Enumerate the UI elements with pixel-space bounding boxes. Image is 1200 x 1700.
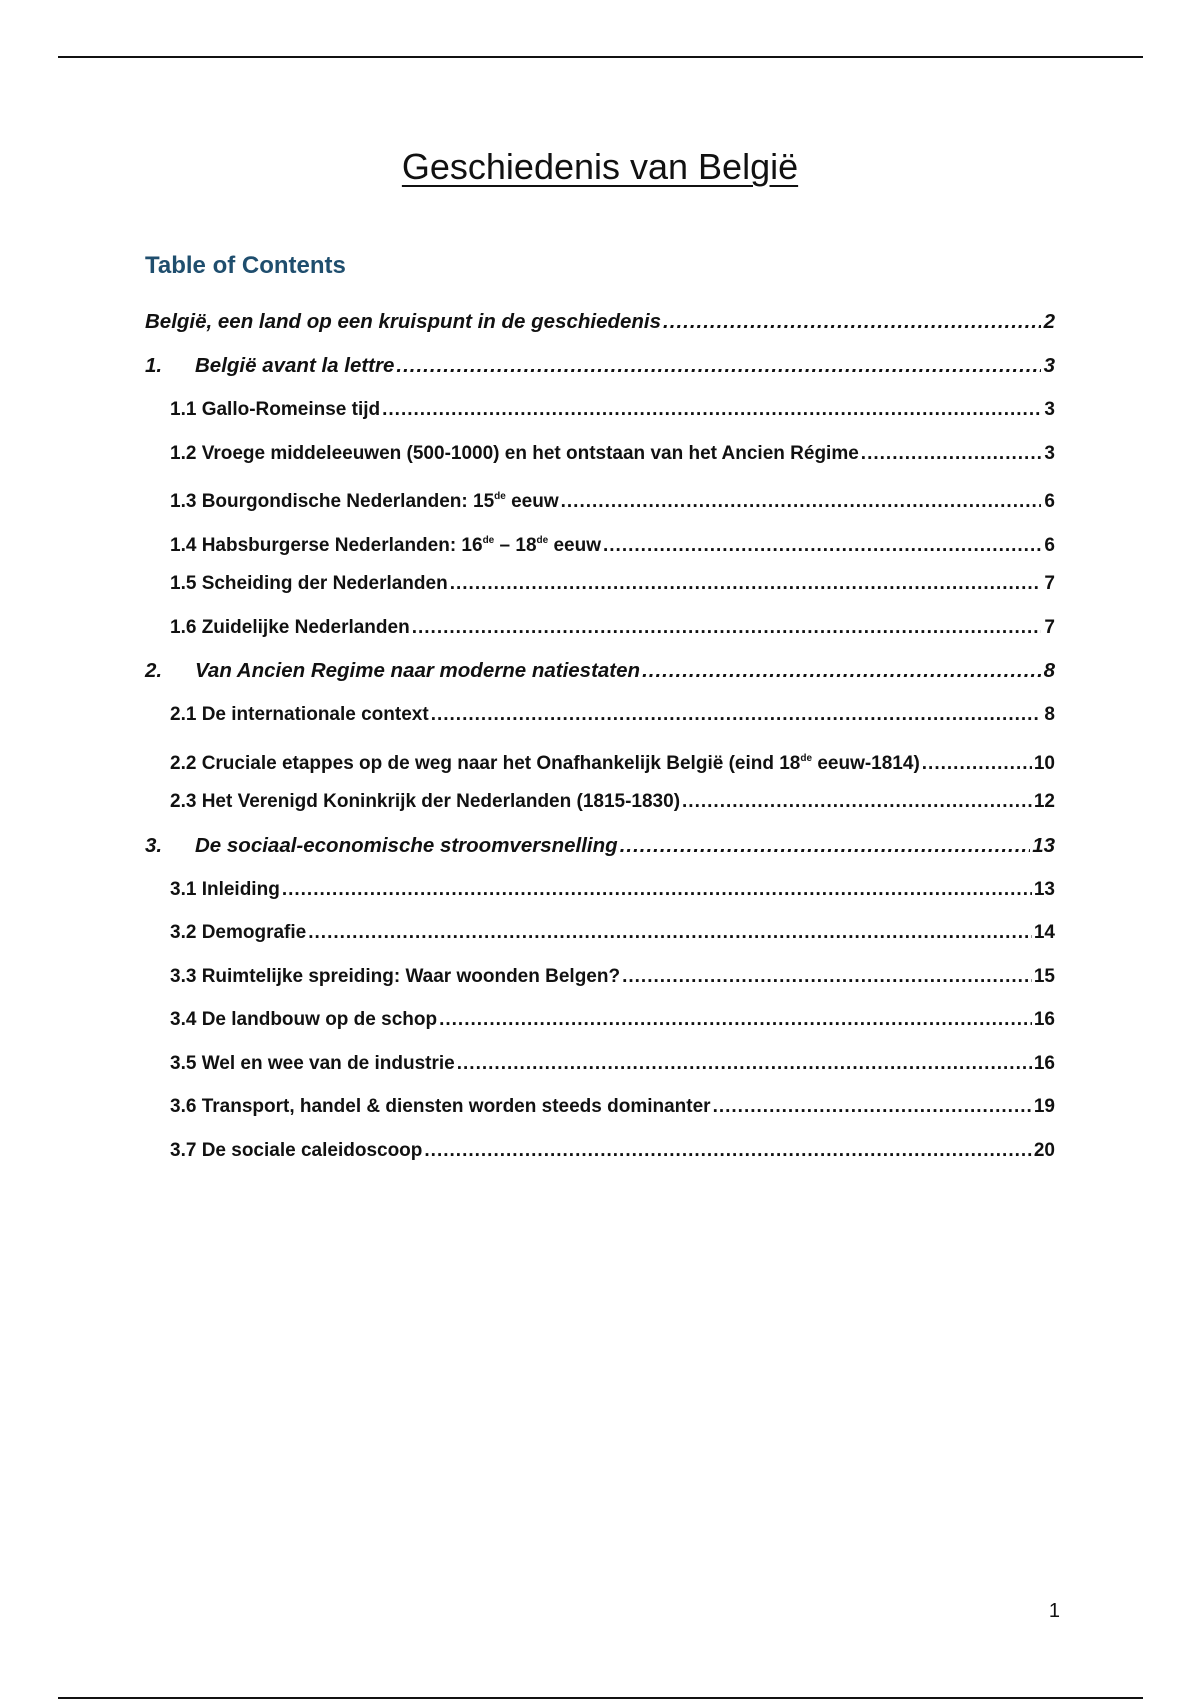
toc-entry[interactable] <box>145 737 1055 781</box>
toc-entry-page: 7 <box>1044 616 1055 638</box>
toc-leader-dots <box>450 562 1041 606</box>
toc-leader-dots <box>424 1129 1031 1173</box>
toc-entry[interactable] <box>145 344 1055 388</box>
toc-entry[interactable] <box>145 388 1055 432</box>
toc-entry-page: 3 <box>1044 399 1055 420</box>
toc-leader-dots <box>663 300 1041 344</box>
toc-entry[interactable] <box>145 300 1055 344</box>
toc-entry[interactable] <box>145 955 1055 999</box>
toc-leader-dots <box>439 998 1032 1042</box>
toc-entry-label: 1.6 Zuidelijke Nederlanden <box>170 616 410 638</box>
toc-entry[interactable] <box>145 1085 1055 1129</box>
toc-leader-dots <box>622 955 1032 999</box>
toc-entry[interactable] <box>145 1042 1055 1086</box>
toc-leader-dots <box>412 606 1041 650</box>
toc-entry[interactable] <box>145 911 1055 955</box>
toc-entry[interactable] <box>145 998 1055 1042</box>
toc-leader-dots <box>603 524 1041 568</box>
toc-entry[interactable] <box>145 824 1055 868</box>
header-rule <box>58 56 1143 58</box>
toc-leader-dots <box>620 824 1031 868</box>
toc-entry[interactable] <box>145 693 1055 737</box>
toc-leader-dots <box>682 780 1032 824</box>
toc-entry-label: 2.2 Cruciale etappes op de weg naar het Onafhankelijk België (eind 18de eeuw-1814) <box>170 752 920 774</box>
toc-heading: Table of Contents <box>145 252 346 279</box>
toc-entry-number: 3. <box>145 833 163 857</box>
toc-entry-label: 1.1 Gallo-Romeinse tijd <box>170 399 381 420</box>
toc-leader-dots <box>861 432 1041 476</box>
toc-entry-page: 13 <box>1033 878 1055 900</box>
toc-entry-page: 3 <box>1043 354 1055 377</box>
toc-entry-page: 20 <box>1033 1139 1055 1161</box>
document-title: Geschiedenis van België <box>401 146 799 187</box>
ordinal-suffix: de <box>536 534 549 546</box>
toc-entry-label: 2.1 De internationale context <box>170 704 429 725</box>
toc-entry-label: 3.4 De landbouw op de schop <box>170 1009 438 1030</box>
toc-entry[interactable] <box>145 606 1055 650</box>
toc-entry-label: 3.7 De sociale caleidoscoop <box>170 1139 423 1161</box>
ordinal-suffix: de <box>494 491 506 502</box>
toc-entry-page: 7 <box>1044 573 1055 594</box>
toc-entry-page: 15 <box>1033 965 1055 987</box>
toc-entry-page: 8 <box>1044 704 1055 725</box>
toc-entry[interactable] <box>145 1129 1055 1173</box>
toc-entry-page: 19 <box>1033 1096 1055 1117</box>
ordinal-suffix: de <box>482 534 495 546</box>
toc-entry-label: 1.4 Habsburgerse Nederlanden: 16de – 18de eeuw <box>170 534 601 556</box>
toc-entry[interactable] <box>145 562 1055 606</box>
toc-entry-label: 1.2 Vroege middeleeuwen (500-1000) en het ontstaan van het Ancien Régime <box>170 442 859 464</box>
toc-leader-dots <box>922 742 1032 786</box>
toc-entry[interactable] <box>145 868 1055 912</box>
toc-leader-dots <box>308 911 1032 955</box>
toc-leader-dots <box>282 868 1032 912</box>
toc-entry[interactable] <box>145 519 1055 563</box>
toc-entry-page: 16 <box>1033 1009 1055 1030</box>
toc-entry-page: 6 <box>1044 534 1055 556</box>
toc-entry-label: Van Ancien Regime naar moderne natiestaten <box>195 659 641 682</box>
toc-entry[interactable] <box>145 780 1055 824</box>
toc-entry-label: 2.3 Het Verenigd Koninkrijk der Nederlanden (1815-1830) <box>170 791 681 812</box>
toc-leader-dots <box>713 1085 1032 1129</box>
toc-entry-page: 16 <box>1033 1052 1055 1074</box>
toc-entry-label: 1.5 Scheiding der Nederlanden <box>170 573 448 594</box>
toc-entry[interactable] <box>145 649 1055 693</box>
toc-entry-label: België avant la lettre <box>195 354 395 377</box>
toc-entry-label: 3.3 Ruimtelijke spreiding: Waar woonden Belgen? <box>170 965 621 987</box>
toc-entry-page: 8 <box>1043 659 1055 682</box>
ordinal-suffix: de <box>800 752 813 764</box>
toc-leader-dots <box>382 388 1041 432</box>
toc-entry-label: 3.5 Wel en wee van de industrie <box>170 1052 455 1074</box>
toc-leader-dots <box>396 344 1041 388</box>
table-of-contents <box>145 300 1055 1172</box>
page-number: 1 <box>1048 1600 1060 1622</box>
toc-entry-page: 13 <box>1032 833 1055 857</box>
toc-entry-label: 3.1 Inleiding <box>170 878 280 900</box>
toc-entry-page: 2 <box>1043 310 1055 333</box>
toc-entry-page: 14 <box>1033 922 1055 943</box>
toc-entry-page: 10 <box>1033 752 1055 774</box>
toc-entry-page: 3 <box>1044 442 1055 464</box>
toc-entry[interactable] <box>145 432 1055 476</box>
toc-leader-dots <box>642 649 1041 693</box>
toc-leader-dots <box>561 480 1041 524</box>
toc-entry-label: België, een land op een kruispunt in de geschiedenis <box>145 310 662 333</box>
toc-entry-number: 1. <box>145 354 163 377</box>
footer-rule <box>58 1697 1143 1699</box>
toc-entry-number: 2. <box>145 659 163 682</box>
toc-entry-page: 12 <box>1033 791 1055 812</box>
toc-entry-label: 3.6 Transport, handel & diensten worden steeds dominanter <box>170 1096 711 1117</box>
toc-leader-dots <box>457 1042 1032 1086</box>
toc-entry[interactable] <box>145 475 1055 519</box>
toc-entry-label: 3.2 Demografie <box>170 922 307 943</box>
toc-entry-label: 1.3 Bourgondische Nederlanden: 15de eeuw <box>170 491 559 512</box>
toc-leader-dots <box>431 693 1041 737</box>
toc-entry-page: 6 <box>1044 491 1055 512</box>
toc-entry-label: De sociaal-economische stroomversnelling <box>195 833 618 857</box>
